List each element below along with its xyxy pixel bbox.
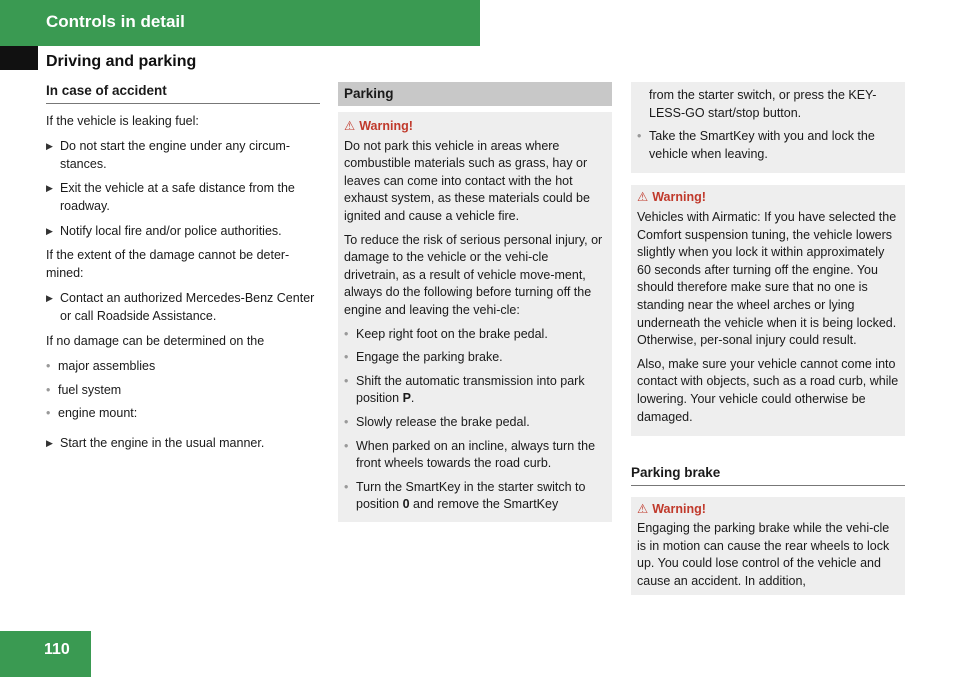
parking-warning-box xyxy=(338,112,612,522)
warning-paragraph: Do not park this vehicle in areas where combustible materials such as grass, hay or leaves can come into contact with the hot exhaust system, as these materials could be ignited and cause a vehicle fire. xyxy=(344,138,590,223)
bullet-icon: • xyxy=(344,373,349,388)
damage-step: ▶ Contact an authorized Mercedes-Benz Center or call Roadside Assistance. xyxy=(46,291,315,323)
arrow-icon: ▶ xyxy=(46,183,53,194)
parking-warning-continued xyxy=(631,82,905,173)
switch-position: 0 xyxy=(402,497,410,512)
list-item: • Take the SmartKey with you and lock the vehicle when leaving. xyxy=(637,129,875,161)
accident-step: ▶ Exit the vehicle at a safe distance from the roadway. xyxy=(46,181,295,213)
fuel-leak-intro: If the vehicle is leaking fuel: xyxy=(46,113,199,128)
list-item: • Shift the automatic transmission into park position P. xyxy=(344,373,585,406)
accident-column xyxy=(46,82,320,460)
chapter-title: Controls in detail xyxy=(46,12,185,31)
list-item: • Engage the parking brake. xyxy=(344,349,606,367)
list-item: • Slowly release the brake pedal. xyxy=(344,414,606,432)
warning-paragraph: To reduce the risk of serious personal injury, or damage to the vehicle or the vehi-cle drivetrain, as a result of vehicle move-ment, always do the following before turning off the engine and leaving the vehi-cle: xyxy=(344,232,603,317)
warning-body xyxy=(344,138,606,514)
accident-heading: In case of accident xyxy=(46,82,320,104)
bullet-icon: • xyxy=(344,414,349,429)
list-item: • fuel system xyxy=(46,382,320,400)
warning-header: ⚠ Warning! xyxy=(637,501,899,519)
page-number-box xyxy=(0,631,91,677)
warning-header: ⚠ Warning! xyxy=(637,189,899,207)
list-item: • major assemblies xyxy=(46,358,320,376)
bullet-icon: • xyxy=(344,326,349,341)
bullet-icon: • xyxy=(344,438,349,453)
bullet-icon: • xyxy=(344,350,349,365)
accident-step: ▶ Do not start the engine under any circum-stances. xyxy=(46,139,290,171)
warning-header: ⚠ Warning! xyxy=(344,118,606,136)
no-damage-intro: If no damage can be determined on the xyxy=(46,333,265,348)
bullet-icon: • xyxy=(46,359,51,374)
final-step: ▶ Start the engine in the usual manner. xyxy=(46,435,320,453)
airmatic-warning-box xyxy=(631,185,905,436)
warning-paragraph: Vehicles with Airmatic: If you have selected the Comfort suspension tuning, the vehicle lowers slightly when you lock it within approximately 60 seconds after turning off the engine. You should therefore make sure that no one is standing near the wheel arches or lying underneath the vehicle when it is being locked. Otherwise, per-sonal injury could result. xyxy=(637,209,897,348)
parking-heading: Parking xyxy=(338,82,612,106)
list-item: • Turn the SmartKey in the starter switch to position 0 and remove the SmartKey xyxy=(344,479,586,512)
warning-paragraph: Also, make sure your vehicle cannot come into contact with objects, such as a road curb, while lowering. Your vehicle could otherwise be damaged. xyxy=(637,356,899,424)
parking-column xyxy=(338,82,612,522)
warning-triangle-icon: ⚠ xyxy=(637,501,649,516)
warning-paragraph: Engaging the parking brake while the vehi-cle is in motion can cause the rear wheels to lock up. You could lose control of the vehicle and cause an accident. In addition, xyxy=(637,521,890,589)
arrow-icon: ▶ xyxy=(46,293,53,304)
parking-brake-heading: Parking brake xyxy=(631,464,905,486)
bullet-icon: • xyxy=(46,382,51,397)
chapter-header xyxy=(0,0,480,46)
bullet-icon: • xyxy=(46,406,51,421)
arrow-icon: ▶ xyxy=(46,225,53,236)
arrow-icon: ▶ xyxy=(46,437,53,448)
list-item: • When parked on an incline, always turn the front wheels towards the road curb. xyxy=(344,438,596,471)
parking-continued-column xyxy=(631,82,905,595)
park-position: P xyxy=(402,391,411,406)
accident-step: ▶ Notify local fire and/or police authorities. xyxy=(46,223,320,241)
warning-triangle-icon: ⚠ xyxy=(637,190,649,205)
bullet-icon: • xyxy=(637,129,642,144)
page-number: 110 xyxy=(44,641,70,658)
bullet-icon: • xyxy=(344,479,349,494)
warning-paragraph: from the starter switch, or press the KEY-LESS-GO start/stop button. xyxy=(649,88,877,120)
parking-brake-warning-box xyxy=(631,497,905,595)
list-item: • Keep right foot on the brake pedal. xyxy=(344,326,606,344)
list-item: • engine mount: xyxy=(46,405,320,423)
warning-triangle-icon: ⚠ xyxy=(344,119,356,133)
damage-intro: If the extent of the damage cannot be deter-mined: xyxy=(46,248,290,280)
section-tab-marker xyxy=(0,46,38,70)
arrow-icon: ▶ xyxy=(46,141,53,152)
section-title: Driving and parking xyxy=(46,53,197,70)
